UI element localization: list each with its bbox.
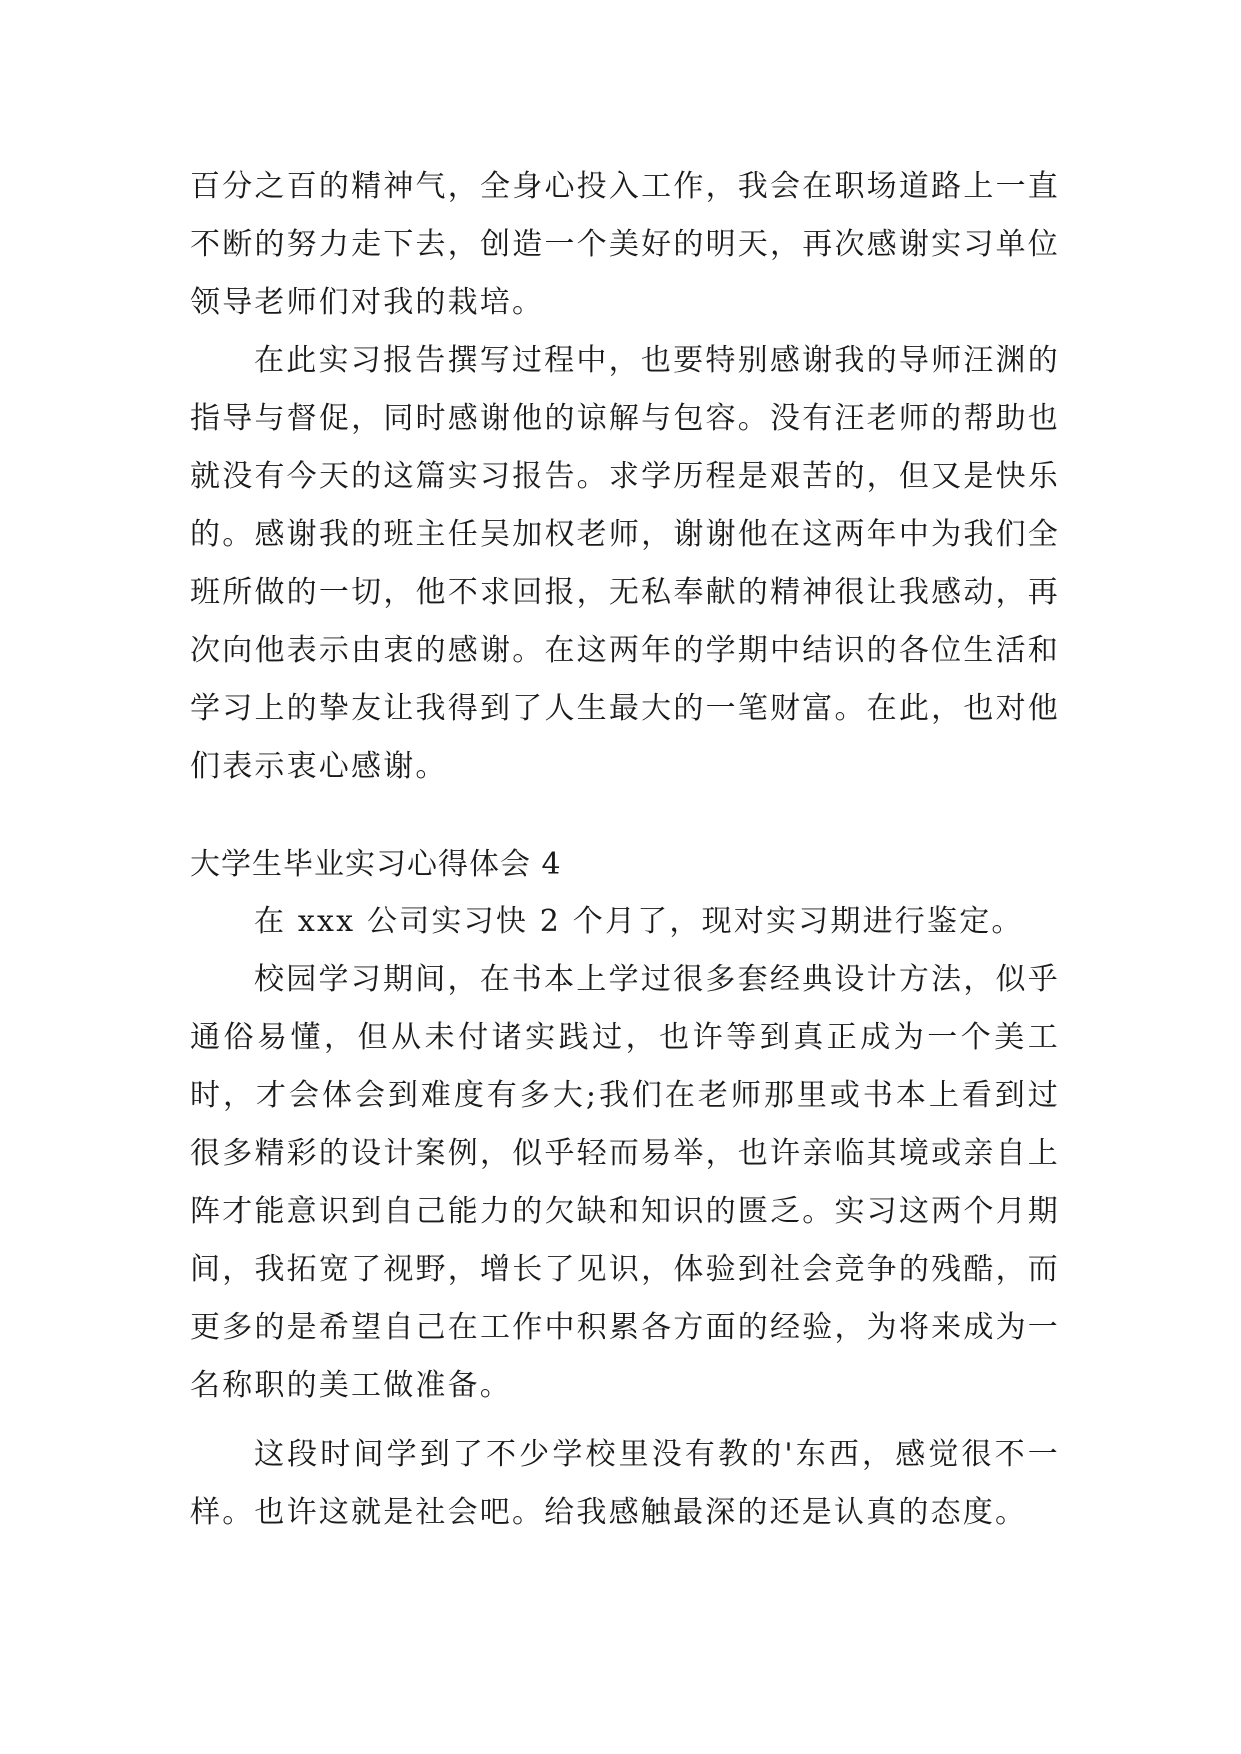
continued-paragraph: 百分之百的精神气，全身心投入工作，我会在职场道路上一直不断的努力走下去，创造一个美好的明天，再次感谢实习单位领导老师们对我的栽培。 [190, 169, 1060, 320]
learned-paragraph: 这段时间学到了不少学校里没有教的'东西，感觉很不一样。也许这就是社会吧。给我感触最深的还是认真的态度。 [190, 1437, 1060, 1530]
text-block-bottom [190, 893, 1060, 1542]
study-paragraph: 校园学习期间，在书本上学过很多套经典设计方法，似乎通俗易懂，但从未付诸实践过，也许等到真正成为一个美工时，才会体会到难度有多大;我们在老师那里或书本上看到过很多精彩的设计案例，似乎轻而易举，也许亲临其境或亲自上阵才能意识到自己能力的欠缺和知识的匮乏。实习这两个月期间，我拓宽了视野，增长了见识，体验到社会竞争的残酷，而更多的是希望自己在工作中积累各方面的经验，为将来成为一名称职的美工做准备。 [190, 962, 1060, 1403]
text-block-top [190, 158, 1060, 796]
section-heading-block [190, 836, 1060, 894]
thanks-paragraph: 在此实习报告撰写过程中，也要特别感谢我的导师汪渊的指导与督促，同时感谢他的谅解与包容。没有汪老师的帮助也就没有今天的这篇实习报告。求学历程是艰苦的，但又是快乐的。感谢我的班主任吴加权老师，谢谢他在这两年中为我们全班所做的一切，他不求回报，无私奉献的精神很让我感动，再次向他表示由衷的感谢。在这两年的学期中结识的各位生活和学习上的挚友让我得到了人生最大的一笔财富。在此，也对他们表示衷心感谢。 [190, 343, 1060, 784]
intro-paragraph: 在 xxx 公司实习快 2 个月了，现对实习期进行鉴定。 [254, 904, 1024, 939]
section-heading: 大学生毕业实习心得体会 4 [190, 847, 562, 882]
